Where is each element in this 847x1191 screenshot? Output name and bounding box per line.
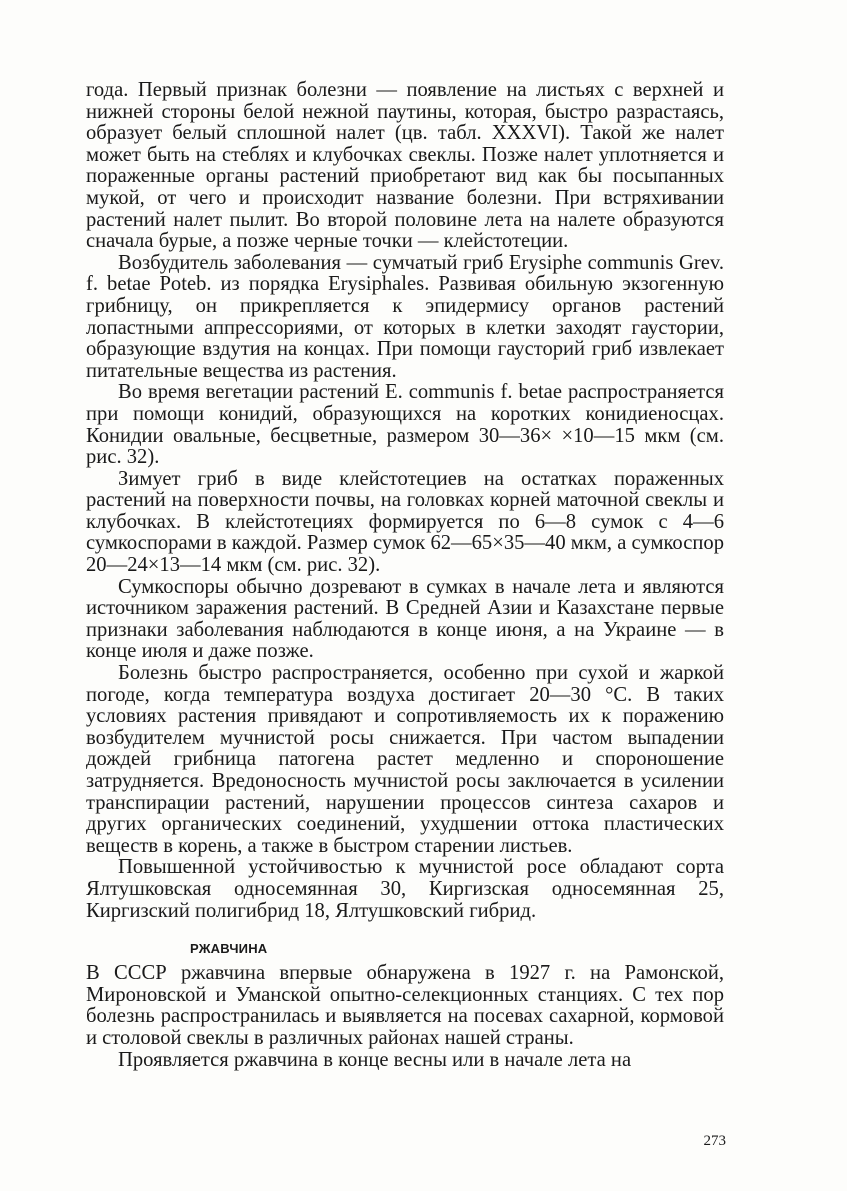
paragraph: Возбудитель заболевания — сумчатый гриб Erysiphe communis Grev. f. betae Poteb. из порядка Erysiphales. Развивая обильную экзогенную грибницу, он прикрепляется к эпидермису органов растений лопастными аппрессориями, от которых в клетки заходят гаустории, образующие вздутия на концах. При помощи гаусторий гриб извлекает питательные вещества из растения. [86, 251, 724, 382]
paragraph: Во время вегетации растений E. communis f. betae распространяется при помощи конидий, образующихся на коротких конидиеносцах. Конидии овальные, бесцветные, размером 30—36× ×10—15 мкм (см. рис. 32). [86, 381, 724, 469]
paragraph: Болезнь быстро распространяется, особенно при сухой и жаркой погоде, когда температура воздуха достигает 20—30 °С. В таких условиях растения привядают и сопротивляемость их к поражению возбудителем мучнистой росы снижается. При частом выпадении дождей грибница патогена растет медленно и спороношение затрудняется. Вредоносность мучнистой росы заключается в усилении транспирации растений, нарушении процессов синтеза сахаров и других органических соединений, ухудшении оттока пластических веществ в корень, а также в быстром старении листьев. [86, 662, 724, 857]
page-number: 273 [703, 1133, 726, 1149]
paragraph: Сумкоспоры обычно дозревают в сумках в начале лета и являются источником заражения растений. В Средней Азии и Казахстане первые признаки заболевания наблюдаются в конце июня, а на Украине — в конце июля и даже позже. [86, 575, 724, 663]
paragraph: года. Первый признак болезни — появление на листьях с верхней и нижней стороны белой нежной паутины, которая, быстро разрастаясь, образует белый сплошной налет (цв. табл. XXXVI). Такой же налет может быть на стеблях и клубочках свеклы. Позже налет уплотняется и пораженные органы растений приобретают вид как бы посыпанных мукой, от чего и происходит название болезни. При встряхивании растений налет пылит. Во второй половине лета на налете образуются сначала бурые, а позже черные точки — клейстотеции. [86, 79, 724, 253]
section-heading: РЖАВЧИНА [190, 941, 268, 957]
paragraph: Зимует гриб в виде клейстотециев на остатках пораженных растений на поверхности почвы, на головках корней маточной свеклы и клубочках. В клейстотециях формируется по 6—8 сумок с 4—6 сумкоспорами в каждой. Размер сумок 62—65×35—40 мкм, а сумкоспор 20—24×13—14 мкм (см. рис. 32). [86, 467, 724, 577]
paragraph: Проявляется ржавчина в конце весны или в начале лета на [118, 1048, 632, 1071]
paragraph: В СССР ржавчина впервые обнаружена в 1927 г. на Рамонской, Мироновской и Уманской опытно-селекционных станциях. С тех пор болезнь распространилась и выявляется на посевах сахарной, кормовой и столовой свеклы в различных районах нашей страны. [86, 962, 724, 1049]
page-text [86, 80, 724, 1071]
paragraph: Повышенной устойчивостью к мучнистой росе обладают сорта Ялтушковская односемянная 30, Киргизская односемянная 25, Киргизский полигибрид 18, Ялтушковский гибрид. [86, 856, 724, 922]
